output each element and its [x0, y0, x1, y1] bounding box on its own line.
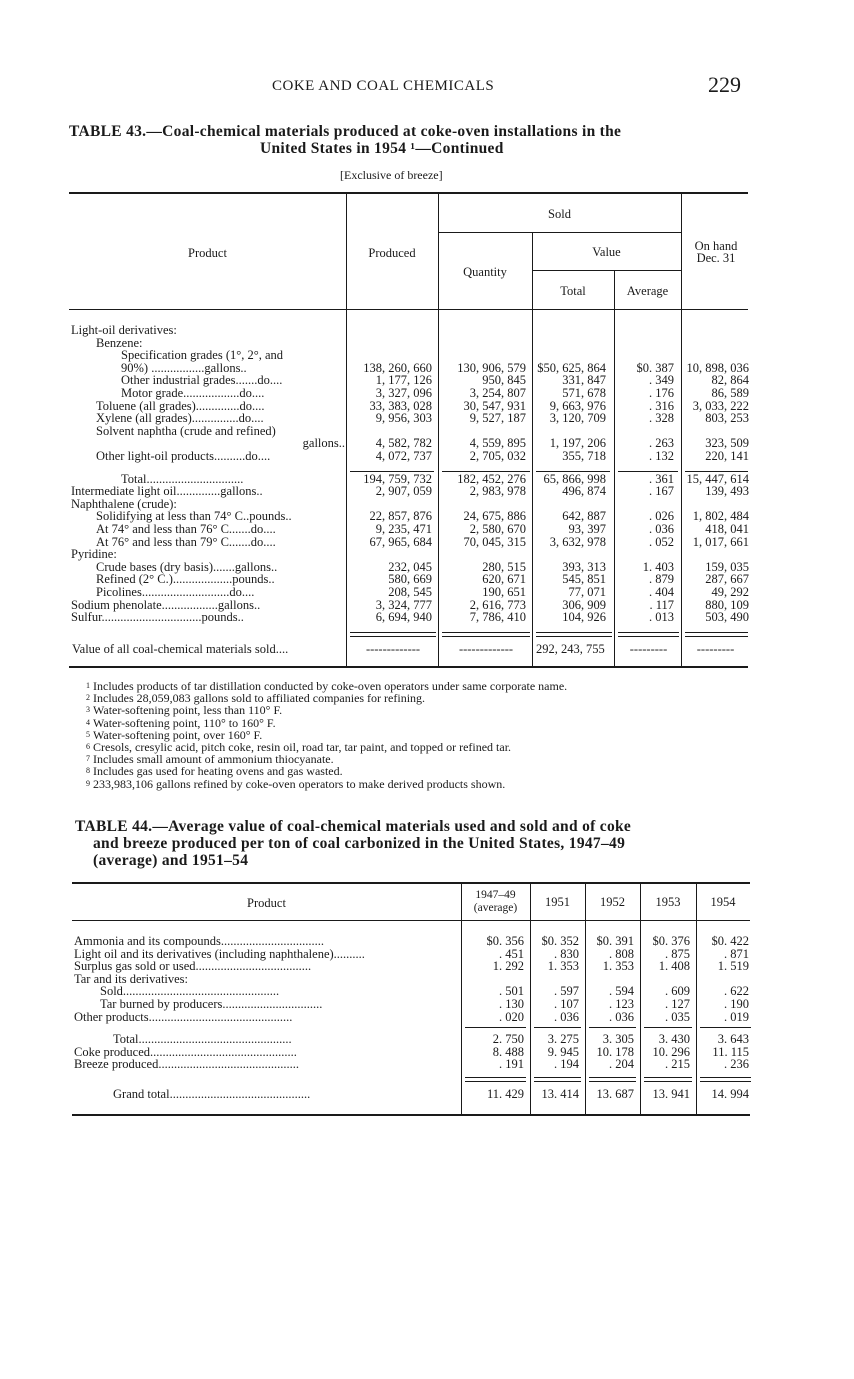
t43-cell-quantity: 190, 651: [482, 585, 526, 599]
t43-double-rule-seg: [350, 632, 436, 633]
t43-cell-produced: 3, 324, 777: [375, 597, 432, 612]
t43-double-rule-seg: [536, 632, 612, 633]
footnote: [86, 778, 505, 790]
t43-cell-produced: 1, 177, 126: [375, 373, 432, 388]
t43-value-total: 292, 243, 755: [536, 642, 605, 656]
t43-top-rule: [69, 192, 748, 194]
t44-cell: 2. 750: [492, 1032, 524, 1047]
t43-cell-total: 393, 313: [562, 559, 606, 574]
t43-cell-onhand: 220, 141: [705, 449, 749, 463]
t44-cell: . 609: [665, 984, 690, 999]
t43-double-rule-seg: [350, 636, 436, 637]
footnote-number: 3: [86, 705, 90, 715]
t43-cell-total: 642, 887: [562, 509, 606, 524]
t43-cell-average: . 328: [649, 411, 674, 426]
t43-cell-onhand: 323, 509: [705, 436, 749, 451]
t44-double-rule-seg: [465, 1081, 526, 1082]
t44-double-rule-seg: [589, 1081, 636, 1082]
t43-sum-rule: [685, 471, 748, 472]
t43-row-label: Naphthalene (crude):: [71, 496, 177, 511]
t44-row-label: Ammonia and its compounds.................................: [74, 934, 324, 948]
footnote-text: Includes products of tar distillation conducted by coke-oven operators under same corporate name.: [93, 679, 568, 693]
t44-cell: . 236: [724, 1057, 749, 1072]
t43-sum-rule: [618, 471, 678, 472]
t44-cell: 3. 275: [547, 1032, 579, 1047]
running-head: COKE AND COAL CHEMICALS: [272, 78, 495, 94]
t44-cell: . 020: [499, 1009, 524, 1024]
t44-cell: $0. 352: [541, 934, 579, 948]
table44-caption-line2: and breeze produced per ton of coal carbonized in the United States, 1947–49: [93, 835, 626, 852]
t44-sum-rule: [465, 1027, 526, 1028]
t43-cell-onhand: 15, 447, 614: [686, 471, 749, 486]
t43-head-produced: Produced: [368, 246, 416, 260]
t44-cell: . 875: [665, 946, 690, 961]
t43-cell-average: $0. 387: [636, 360, 674, 375]
t44-head-product: Product: [247, 896, 286, 910]
t44-row-label: Surplus gas sold or used.....................................: [74, 959, 312, 974]
t43-row-label: At 74° and less than 76° C.......do....: [96, 522, 276, 536]
t43-cell-onhand: 3, 033, 222: [692, 398, 749, 413]
t43-row-label: Refined (2° C.)...................pounds..: [96, 572, 275, 587]
t43-cell-produced: 9, 235, 471: [375, 522, 432, 536]
t44-cell: . 622: [724, 984, 749, 999]
t43-value-quantity: -------------: [458, 642, 514, 656]
t44-double-rule-seg: [700, 1077, 751, 1078]
t43-row-label: 90%) .................gallons..: [121, 360, 247, 375]
t44-cell: $0. 376: [652, 934, 690, 948]
t43-row-label: Motor grade..................do....: [121, 386, 265, 400]
t44-cell: . 194: [554, 1057, 579, 1072]
page-number: 229: [708, 72, 741, 97]
t43-row-label: gallons..: [302, 436, 345, 451]
footnote-number: 2: [86, 693, 90, 703]
t43-cell-onhand: 159, 035: [705, 559, 749, 574]
t43-cell-total: 496, 874: [562, 484, 606, 499]
t43-cell-quantity: 70, 045, 315: [463, 534, 526, 549]
t43-row-label: At 76° and less than 79° C.......do....: [96, 534, 276, 549]
t43-cell-produced: 580, 669: [388, 572, 432, 587]
footnote-text: Water-softening point, over 160° F.: [93, 727, 263, 742]
t43-cell-onhand: 82, 864: [711, 373, 749, 388]
t44-cell: . 830: [554, 946, 579, 961]
t43-row-label: Light-oil derivatives:: [71, 323, 177, 337]
footnote-number: 1: [86, 681, 90, 690]
t43-cell-total: 9, 663, 976: [549, 398, 606, 413]
t44-bottom-rule: [72, 1114, 750, 1116]
t43-cell-onhand: 880, 109: [705, 597, 749, 612]
t43-cell-produced: 6, 694, 940: [375, 610, 432, 625]
t44-cell: $0. 356: [486, 934, 524, 948]
t43-cell-onhand: 503, 490: [705, 610, 749, 625]
t44-cell: . 594: [609, 984, 634, 999]
t44-sum-rule: [644, 1027, 692, 1028]
t43-sum-rule: [536, 471, 610, 472]
t43-cell-average: . 349: [649, 373, 674, 388]
t43-row-label: Crude bases (dry basis).......gallons..: [96, 559, 278, 574]
t43-head-onhand: On hand: [694, 239, 738, 253]
t44-cell: 8. 488: [492, 1044, 524, 1059]
t43-cell-quantity: 280, 515: [482, 559, 526, 574]
t44-cell: 1. 519: [717, 959, 749, 974]
t44-cell: 9. 945: [547, 1044, 579, 1059]
table43-caption-line1: TABLE 43.—Coal-chemical materials produced at coke-oven installations in the: [69, 123, 622, 140]
t44-row-label: Breeze produced.............................................: [74, 1057, 299, 1072]
t43-cell-average: . 132: [649, 449, 674, 463]
t43-cell-average: . 026: [649, 509, 674, 524]
t44-row-label: Light oil and its derivatives (including naphthalene)..........: [74, 946, 365, 961]
footnote-number: 8: [86, 766, 90, 776]
t43-row-label: Solidifying at less than 74° C..pounds..: [96, 509, 292, 524]
t43-row-label: Sodium phenolate..................gallons..: [71, 597, 261, 612]
t44-row-label: Total.................................................: [113, 1032, 292, 1047]
t43-cell-quantity: 9, 527, 187: [469, 411, 526, 426]
t44-cell: . 190: [724, 997, 749, 1011]
footnote-number: 7: [86, 754, 90, 764]
t43-cell-quantity: 950, 845: [482, 373, 526, 388]
t44-cell: . 597: [554, 984, 579, 999]
table44-caption-line3: (average) and 1951–54: [93, 852, 249, 869]
t43-value-average: ---------: [629, 642, 668, 656]
t43-row-label: Other industrial grades.......do....: [121, 373, 283, 388]
footnote-text: Cresols, cresylic acid, pitch coke, resin oil, road tar, tar paint, and topped or refined tar.: [93, 740, 512, 754]
t43-sum-rule: [442, 471, 530, 472]
t43-head-onhand: Dec. 31: [696, 251, 736, 265]
t44-head-1953: 1953: [655, 895, 681, 909]
t43-cell-produced: 33, 383, 028: [369, 398, 432, 413]
t43-cell-produced: 138, 260, 660: [363, 360, 432, 375]
t44-grand-total-cell: 13. 941: [652, 1087, 690, 1101]
t44-row-label: Other products..............................................: [74, 1009, 293, 1024]
t44-cell: . 451: [499, 946, 524, 961]
t44-grand-total-cell: 13. 687: [596, 1087, 634, 1101]
t44-cell: $0. 422: [711, 934, 749, 948]
t43-cell-total: 93, 397: [568, 522, 606, 536]
t43-cell-average: . 036: [649, 522, 674, 536]
t44-cell: 10. 178: [596, 1044, 634, 1059]
t44-sum-rule: [589, 1027, 636, 1028]
t43-cell-produced: 4, 582, 782: [375, 436, 432, 451]
t44-cell: . 019: [724, 1009, 749, 1024]
t44-double-rule-seg: [644, 1081, 692, 1082]
t43-cell-produced: 2, 907, 059: [375, 484, 432, 499]
t43-cell-produced: 194, 759, 732: [363, 471, 432, 486]
t43-cell-average: . 316: [649, 398, 674, 413]
t44-cell: . 036: [609, 1009, 634, 1024]
t43-cell-quantity: 30, 547, 931: [463, 398, 526, 413]
t44-cell: . 215: [665, 1057, 690, 1072]
t44-row-label: Coke produced...............................................: [74, 1044, 297, 1059]
t43-cell-average: . 176: [649, 386, 674, 400]
t43-row-label: Benzene:: [96, 335, 143, 350]
t43-value-label: Value of all coal-chemical materials sold....: [72, 642, 289, 656]
t44-cell: . 127: [665, 997, 690, 1011]
t43-row-label: Picolines............................do....: [96, 585, 255, 599]
t43-cell-average: . 879: [649, 572, 674, 587]
t43-cell-quantity: 130, 906, 579: [457, 360, 526, 375]
t43-cell-total: 355, 718: [562, 449, 606, 463]
t44-cell: . 204: [609, 1057, 634, 1072]
t43-cell-total: 1, 197, 206: [549, 436, 606, 451]
t43-cell-average: . 052: [649, 534, 674, 549]
t43-cell-quantity: 2, 705, 032: [469, 449, 526, 463]
t43-double-rule-seg: [685, 636, 748, 637]
t43-row-label: Specification grades (1°, 2°, and: [121, 348, 284, 363]
t43-cell-produced: 3, 327, 096: [375, 386, 432, 400]
t43-cell-produced: 22, 857, 876: [369, 509, 432, 524]
t44-double-rule-seg: [700, 1081, 751, 1082]
t43-row-label: Sulfur................................pounds..: [71, 610, 244, 625]
t43-cell-total: 77, 071: [568, 585, 606, 599]
t43-cell-average: . 117: [649, 597, 674, 612]
t43-row-label: Solvent naphtha (crude and refined): [96, 423, 276, 438]
t44-grand-total-cell: 11. 429: [486, 1087, 524, 1101]
t43-cell-produced: 208, 545: [388, 585, 432, 599]
footnote-text: 233,983,106 gallons refined by coke-oven operators to make derived products shown.: [93, 776, 506, 791]
t43-cell-onhand: 1, 802, 484: [692, 509, 749, 524]
t43-value-onhand: ---------: [696, 642, 735, 656]
t43-bottom-rule: [69, 666, 748, 668]
t43-cell-total: $50, 625, 864: [537, 360, 606, 375]
t43-cell-produced: 9, 956, 303: [375, 411, 432, 426]
t44-double-rule-seg: [644, 1077, 692, 1078]
t43-cell-average: . 013: [649, 610, 674, 625]
t44-row-label: Tar and its derivatives:: [74, 971, 189, 986]
t43-cell-quantity: 2, 983, 978: [469, 484, 526, 499]
t43-cell-total: 306, 909: [562, 597, 606, 612]
t43-row-label: Intermediate light oil..............gallons..: [71, 484, 263, 499]
t43-cell-onhand: 803, 253: [705, 411, 749, 426]
t43-head-sold: Sold: [548, 207, 571, 221]
t44-cell: . 191: [499, 1057, 524, 1072]
t43-cell-produced: 4, 072, 737: [375, 449, 432, 463]
t43-cell-total: 104, 926: [562, 610, 606, 625]
t44-cell: . 130: [499, 997, 524, 1011]
t44-cell: $0. 391: [596, 934, 634, 948]
t43-cell-average: . 361: [649, 471, 674, 486]
t43-row-label: Other light-oil products..........do....: [96, 449, 271, 463]
t43-head-quantity: Quantity: [463, 265, 507, 279]
t43-cell-quantity: 3, 254, 807: [469, 386, 526, 400]
t43-cell-onhand: 49, 292: [711, 585, 749, 599]
t43-rule: [438, 232, 681, 233]
t44-double-rule-seg: [589, 1077, 636, 1078]
t44-row-label: Tar burned by producers................................: [100, 997, 323, 1011]
t44-head-1947-avg: (average): [473, 902, 518, 914]
t44-cell: 1. 408: [658, 959, 690, 974]
footnote-number: 6: [86, 742, 90, 751]
t44-head-1951: 1951: [545, 895, 570, 909]
t43-cell-produced: 232, 045: [388, 559, 432, 574]
t43-row-label: Pyridine:: [71, 547, 117, 562]
t44-grand-total-label: Grand total.............................................: [113, 1087, 311, 1101]
t43-double-rule-seg: [618, 632, 679, 633]
table43-note: [Exclusive of breeze]: [340, 168, 443, 182]
t43-head-average: Average: [626, 284, 669, 298]
t44-cell: . 808: [609, 946, 634, 961]
footnote-text: Water-softening point, less than 110° F.: [93, 703, 283, 718]
t43-cell-onhand: 287, 667: [705, 572, 749, 587]
t43-cell-quantity: 2, 616, 773: [469, 597, 526, 612]
table44-caption-line1: TABLE 44.—Average value of coal-chemical materials used and sold and of coke: [75, 818, 632, 835]
t44-head-1954: 1954: [710, 895, 736, 909]
footnote-text: Water-softening point, 110° to 160° F.: [93, 715, 276, 730]
t44-sum-rule: [534, 1027, 581, 1028]
t44-cell: . 035: [665, 1009, 690, 1024]
t43-cell-total: 3, 632, 978: [549, 534, 606, 549]
t43-head-total: Total: [560, 284, 586, 298]
t44-grand-total-cell: 13. 414: [541, 1087, 579, 1101]
t43-cell-total: 3, 120, 709: [549, 411, 606, 426]
t43-cell-onhand: 86, 589: [711, 386, 749, 400]
t43-head-product: Product: [188, 246, 227, 260]
t44-cell: 1. 353: [547, 959, 579, 974]
t44-cell: 3. 430: [658, 1032, 690, 1047]
t43-double-rule-seg: [685, 632, 748, 633]
t44-cell: . 123: [609, 997, 634, 1011]
t44-head-1952: 1952: [600, 895, 625, 909]
t43-cell-quantity: 24, 675, 886: [463, 509, 526, 524]
t44-double-rule-seg: [534, 1081, 581, 1082]
t43-cell-produced: 67, 965, 684: [369, 534, 432, 549]
t44-grand-total-cell: 14. 994: [711, 1087, 749, 1101]
t44-cell: . 107: [554, 997, 579, 1011]
footnote-text: Includes small amount of ammonium thiocyanate.: [93, 752, 334, 767]
t44-cell: 1. 353: [602, 959, 634, 974]
t43-cell-quantity: 2, 580, 670: [469, 522, 526, 536]
t44-double-rule-seg: [465, 1077, 526, 1078]
footnote-number: 4: [86, 717, 90, 727]
t44-head-1947: 1947–49: [475, 889, 516, 901]
t43-cell-total: 571, 678: [562, 386, 606, 400]
t44-double-rule-seg: [534, 1077, 581, 1078]
t43-rule: [532, 270, 681, 271]
footnote-text: Includes 28,059,083 gallons sold to affiliated companies for refining.: [93, 691, 426, 706]
table43-caption-line2: United States in 1954 ¹—Continued: [260, 140, 504, 157]
t43-row-label: Xylene (all grades)...............do....: [96, 411, 264, 426]
t43-cell-total: 331, 847: [562, 373, 606, 388]
t44-header-rule: [72, 920, 750, 921]
t43-cell-average: . 263: [649, 436, 674, 451]
t43-head-value: Value: [592, 245, 621, 259]
t44-cell: 1. 292: [492, 959, 524, 974]
footnote-text: Includes gas used for heating ovens and gas wasted.: [93, 764, 343, 779]
t43-header-rule: [69, 309, 748, 310]
t43-row-label: Total...............................: [121, 471, 244, 486]
t44-cell: 10. 296: [652, 1044, 690, 1059]
t43-double-rule-seg: [618, 636, 679, 637]
t43-double-rule-seg: [442, 636, 530, 637]
t43-cell-average: 1. 403: [642, 559, 674, 574]
t44-sum-rule: [700, 1027, 751, 1028]
t43-cell-average: . 167: [649, 484, 674, 499]
t43-cell-onhand: 139, 493: [705, 484, 749, 499]
t44-cell: . 501: [499, 984, 524, 999]
t43-cell-total: 545, 851: [562, 572, 606, 587]
t44-cell: 11. 115: [712, 1044, 749, 1059]
t44-cell: . 871: [724, 946, 749, 961]
footnote-number: 9: [86, 778, 90, 788]
t43-cell-quantity: 620, 671: [482, 572, 526, 587]
t44-top-rule: [72, 882, 750, 884]
t44-cell: . 036: [554, 1009, 579, 1024]
t43-row-label: Toluene (all grades)..............do....: [96, 398, 265, 413]
t43-cell-onhand: 1, 017, 661: [692, 534, 749, 549]
t43-cell-quantity: 7, 786, 410: [469, 610, 526, 625]
t44-cell: 3. 305: [602, 1032, 634, 1047]
t44-cell: 3. 643: [717, 1032, 749, 1047]
t43-cell-onhand: 418, 041: [705, 522, 749, 536]
t43-double-rule-seg: [536, 636, 612, 637]
t43-sum-rule: [350, 471, 434, 472]
t43-cell-total: 65, 866, 998: [543, 471, 606, 486]
footnote-number: 5: [86, 729, 90, 739]
t43-value-produced: -------------: [365, 642, 421, 656]
t43-cell-quantity: 182, 452, 276: [457, 471, 526, 486]
t43-cell-quantity: 4, 559, 895: [469, 436, 526, 451]
t43-cell-average: . 404: [649, 585, 674, 599]
t44-row-label: Sold..................................................: [100, 984, 280, 999]
t43-double-rule-seg: [442, 632, 530, 633]
t43-cell-onhand: 10, 898, 036: [686, 360, 749, 375]
